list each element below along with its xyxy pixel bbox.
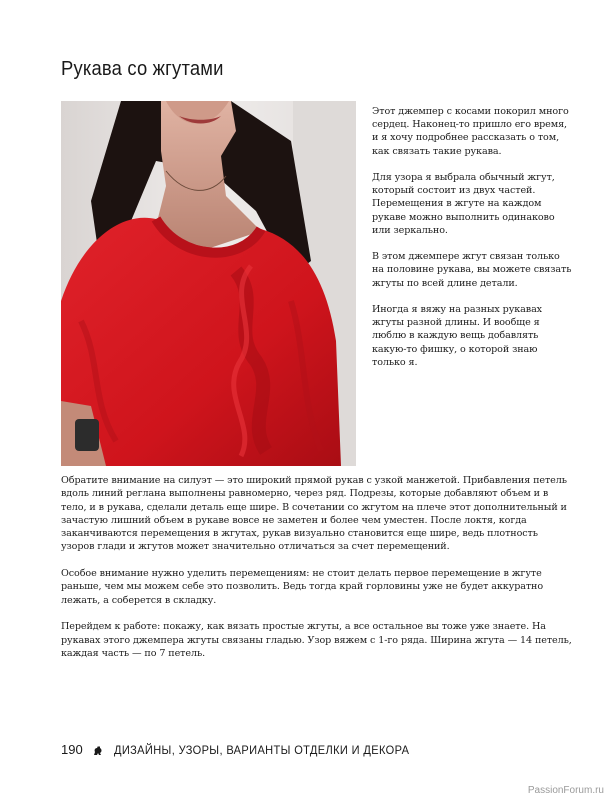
page-footer	[61, 742, 435, 757]
body-paragraph: Обратите внимание на силуэт — это широкий прямой рукав с узкой манжетой. Прибавления петель вдоль линий реглана выполнены равномерно, через ряд. Подрезы, которые добавляют объем и в тело, и в рукава, сделали деталь еще шире. В сочетании со жгутом на плече этот дополнительный и зачастую лишний объем в рукаве вовсе не заметен и более чем уместен. После локтя, когда заканчиваются перемещения в жгутах, рукав визуально становится еще шире, ведь плотность узоров глади и жгутов может значительно отличаться за счет перемещений.	[61, 475, 567, 553]
body-paragraph: Особое внимание нужно уделить перемещениям: не стоит делать первое перемещение в жгуте раньше, чем мы можем себе это позволить. Ведь тогда край горловины уже не будет аккуратно лежать, а соберется в складку.	[61, 568, 544, 606]
page-number: 190	[61, 742, 83, 757]
intro-paragraph: В этом джемпере жгут связан только на половине рукава, вы можете связать жгуты по всей длине детали.	[372, 251, 572, 289]
watermark: PassionForum.ru	[527, 785, 604, 796]
intro-paragraph: Для узора я выбрала обычный жгут, который состоит из двух частей. Перемещения в жгуте на каждом рукаве можно выполнить одинаково или зеркально.	[372, 172, 555, 236]
sweater-photo	[61, 101, 356, 466]
body-paragraph: Перейдем к работе: покажу, как вязать простые жгуты, а все остальное вы тоже уже знаете. На рукавах этого джемпера жгуты связаны гладью. Узор вяжем с 1-го ряда. Ширина жгута — 14 петель, каждая часть — по 7 петель.	[61, 621, 572, 659]
section-title: ДИЗАЙНЫ, УЗОРЫ, ВАРИАНТЫ ОТДЕЛКИ И ДЕКОРА	[113, 742, 410, 757]
intro-text	[372, 105, 572, 382]
intro-paragraph: Этот джемпер с косами покорил много сердец. Наконец-то пришло его время, и я хочу подробнее рассказать о том, как связать такие рукава.	[372, 106, 569, 157]
main-text	[61, 474, 573, 673]
page-title: Рукава со жгутами	[61, 58, 224, 80]
intro-paragraph: Иногда я вяжу на разных рукавах жгуты разной длины. И вообще я люблю в каждую вещь добавлять какую-то фишку, о которой знаю только я.	[372, 304, 542, 368]
rooster-icon	[92, 744, 104, 756]
